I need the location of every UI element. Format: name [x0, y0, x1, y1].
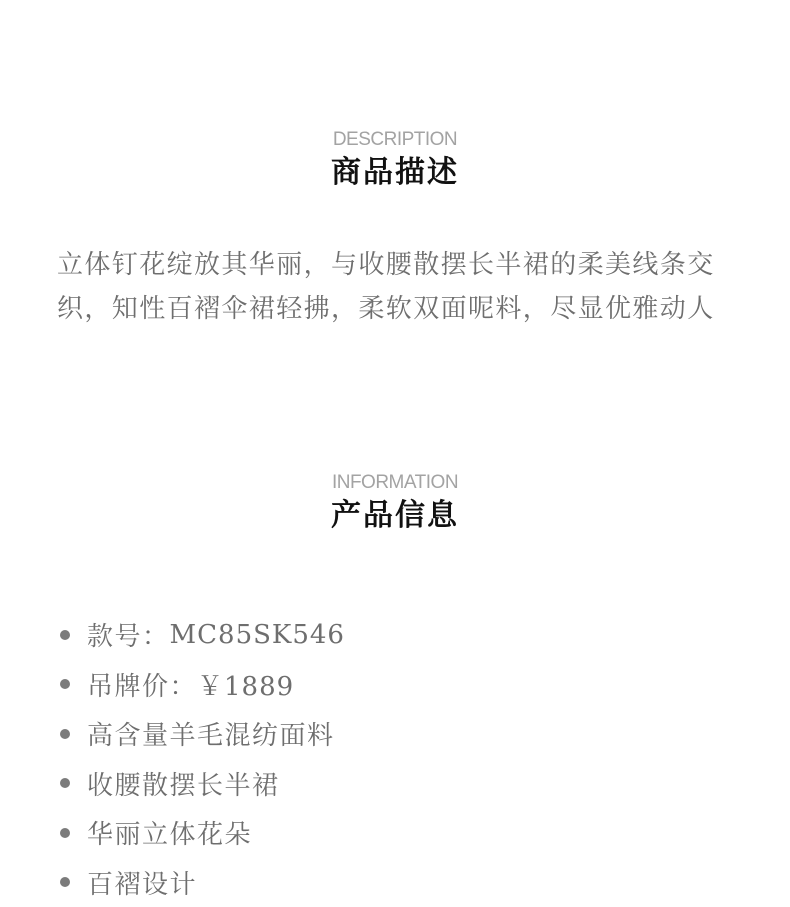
bullet-icon	[60, 729, 70, 739]
product-info-list	[60, 610, 345, 907]
info-label: 款号：	[87, 616, 170, 653]
information-header	[0, 472, 790, 536]
info-item-pleats	[60, 858, 345, 907]
info-item-style-number	[60, 610, 345, 660]
description-eyebrow: DESCRIPTION	[0, 129, 790, 151]
description-text: 立体钉花绽放其华丽，与收腰散摆长半裙的柔美线条交织，知性百褶伞裙轻拂，柔软双面呢料，尽显优雅动人	[57, 243, 737, 331]
info-value: MC85SK546	[170, 620, 345, 650]
description-header	[0, 129, 790, 193]
bullet-icon	[60, 828, 70, 838]
information-eyebrow: INFORMATION	[0, 472, 790, 494]
info-value: ￥1889	[197, 666, 294, 703]
bullet-icon	[60, 679, 70, 689]
info-item-tag-price	[60, 660, 345, 710]
bullet-icon	[60, 630, 70, 640]
info-label: 收腰散摆长半裙	[87, 765, 280, 802]
info-label: 华丽立体花朵	[87, 814, 252, 851]
bullet-icon	[60, 778, 70, 788]
info-label: 吊牌价：	[87, 666, 197, 703]
info-label: 百褶设计	[87, 864, 197, 901]
info-item-fabric	[60, 709, 345, 759]
description-title: 商品描述	[0, 153, 790, 193]
info-item-silhouette	[60, 759, 345, 809]
info-item-flowers	[60, 808, 345, 858]
information-title: 产品信息	[0, 496, 790, 536]
info-label: 高含量羊毛混纺面料	[87, 715, 335, 752]
bullet-icon	[60, 877, 70, 887]
